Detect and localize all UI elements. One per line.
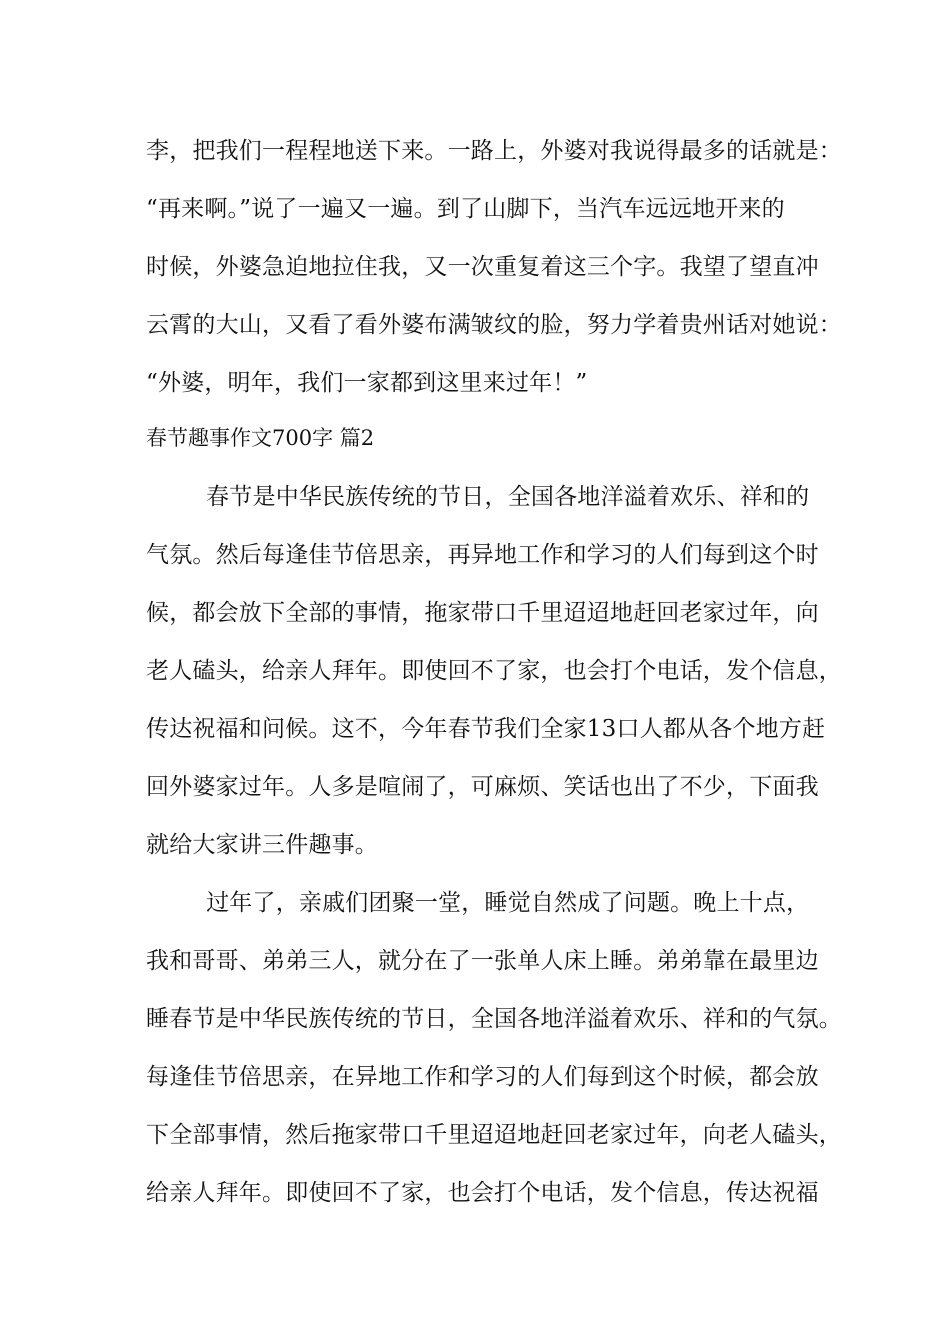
text-line: “外婆，明年，我们一家都到这里来过年！”	[146, 370, 588, 396]
text-line: 下全部事情，然后拖家带口千里迢迢地赶回老家过年，向老人磕头，	[146, 1122, 842, 1148]
text-line: 每逢佳节倍思亲，在异地工作和学习的人们每到这个时候，都会放	[146, 1064, 819, 1090]
text-line: 老人磕头，给亲人拜年。即使回不了家，也会打个电话，发个信息，	[146, 658, 842, 684]
text-line: 我和哥哥、弟弟三人，就分在了一张单人床上睡。弟弟靠在最里边	[146, 948, 819, 974]
text-line: 回外婆家过年。人多是喧闹了，可麻烦、笑话也出了不少，下面我	[146, 774, 819, 800]
text-line: 云霄的大山，又看了看外婆布满皱纹的脸，努力学着贵州话对她说：	[146, 312, 842, 338]
text-line: 传达祝福和问候。这不，今年春节我们全家13口人都从各个地方赶	[146, 716, 826, 742]
text-line: 过年了，亲戚们团聚一堂，睡觉自然成了问题。晚上十点，	[146, 890, 810, 916]
section-heading: 春节趣事作文700字 篇2	[146, 426, 375, 450]
text-line: 就给大家讲三件趣事。	[146, 832, 378, 858]
text-line: “再来啊。”说了一遍又一遍。到了山脚下，当汽车远远地开来的	[146, 196, 785, 222]
text-line: 睡春节是中华民族传统的节日，全国各地洋溢着欢乐、祥和的气氛。	[146, 1006, 842, 1032]
text-line: 时候，外婆急迫地拉住我，又一次重复着这三个字。我望了望直冲	[146, 254, 819, 280]
text-line: 李，把我们一程程地送下来。一路上，外婆对我说得最多的话就是：	[146, 138, 842, 164]
text-line: 气氛。然后每逢佳节倍思亲，再异地工作和学习的人们每到这个时	[146, 542, 819, 568]
text-line: 候，都会放下全部的事情，拖家带口千里迢迢地赶回老家过年，向	[146, 600, 819, 626]
text-line: 春节是中华民族传统的节日，全国各地洋溢着欢乐、祥和的	[146, 484, 810, 510]
text-line: 给亲人拜年。即使回不了家，也会打个电话，发个信息，传达祝福	[146, 1180, 819, 1206]
